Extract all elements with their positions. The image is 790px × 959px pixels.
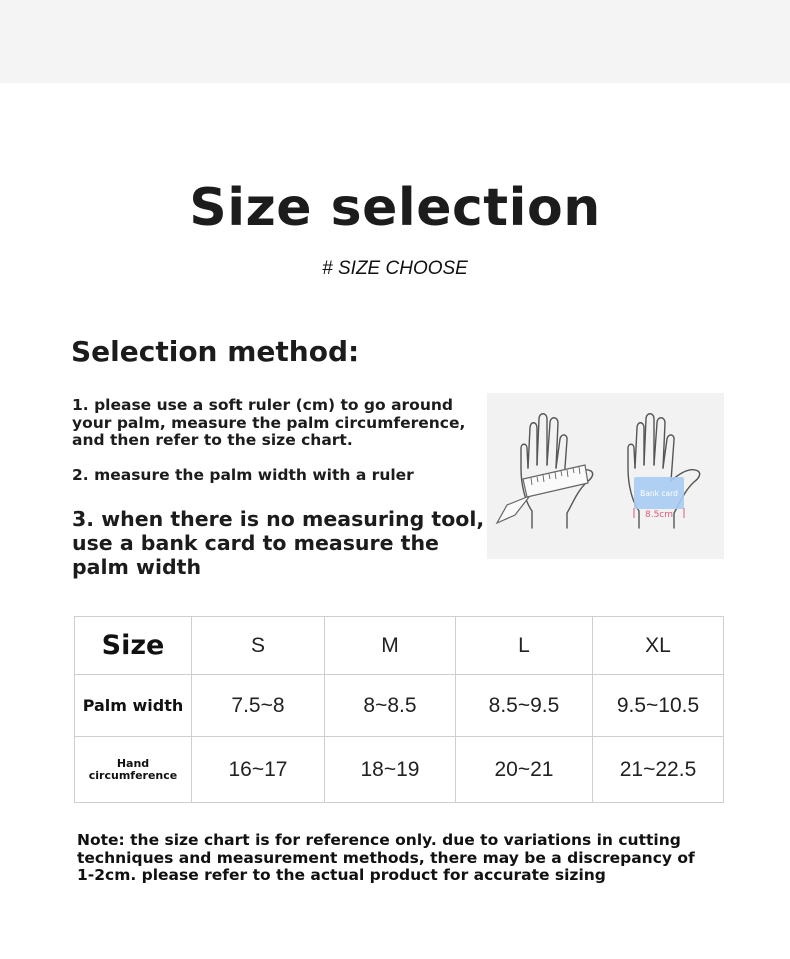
hand-measure-drawing (487, 393, 724, 559)
section-heading: Selection method: (71, 335, 360, 368)
card-label: Bank card (640, 489, 678, 498)
size-cell: L (456, 617, 593, 675)
palm-width-cell: 8.5~9.5 (456, 675, 593, 737)
palm-width-header-cell: Palm width (75, 675, 192, 737)
instruction-step-2: 2. measure the palm width with a ruler (72, 466, 414, 484)
palm-width-cell: 8~8.5 (325, 675, 456, 737)
card-width-label: 8.5cm (644, 510, 674, 520)
page-title: Size selection (189, 178, 601, 238)
measurement-illustration (487, 393, 724, 559)
instruction-step-1: 1. please use a soft ruler (cm) to go around your palm, measure the palm circumference, and then refer to the size chart. (72, 396, 466, 449)
palm-width-cell: 9.5~10.5 (593, 675, 724, 737)
bank-card-icon (634, 477, 684, 509)
instruction-step-3: 3. when there is no measuring tool, use a bank card to measure the palm width (72, 507, 485, 579)
hand-circumference-label-line1: Hand (116, 756, 150, 770)
size-note: Note: the size chart is for reference only. due to variations in cutting techniques and measurement methods, there may be a discrepancy of 1-2cm. please refer to the actual product for accurate sizing (77, 831, 695, 884)
size-chart-table (74, 616, 724, 803)
hand-circumference-cell: 16~17 (192, 737, 325, 803)
table-row (75, 737, 724, 803)
table-row (75, 617, 724, 675)
size-cell: M (325, 617, 456, 675)
ruler-icon (497, 465, 588, 523)
palm-width-cell: 7.5~8 (192, 675, 325, 737)
page-subtitle: # SIZE CHOOSE (322, 258, 468, 279)
table-row (75, 675, 724, 737)
hand-circumference-header-cell (75, 737, 192, 803)
hand-circumference-cell: 21~22.5 (593, 737, 724, 803)
hand-circumference-label-line2: circumference (88, 768, 178, 782)
size-cell: S (192, 617, 325, 675)
size-cell: XL (593, 617, 724, 675)
top-band (0, 0, 790, 83)
hand-circumference-cell: 20~21 (456, 737, 593, 803)
hand-circumference-cell: 18~19 (325, 737, 456, 803)
size-header-cell: Size (75, 617, 192, 675)
